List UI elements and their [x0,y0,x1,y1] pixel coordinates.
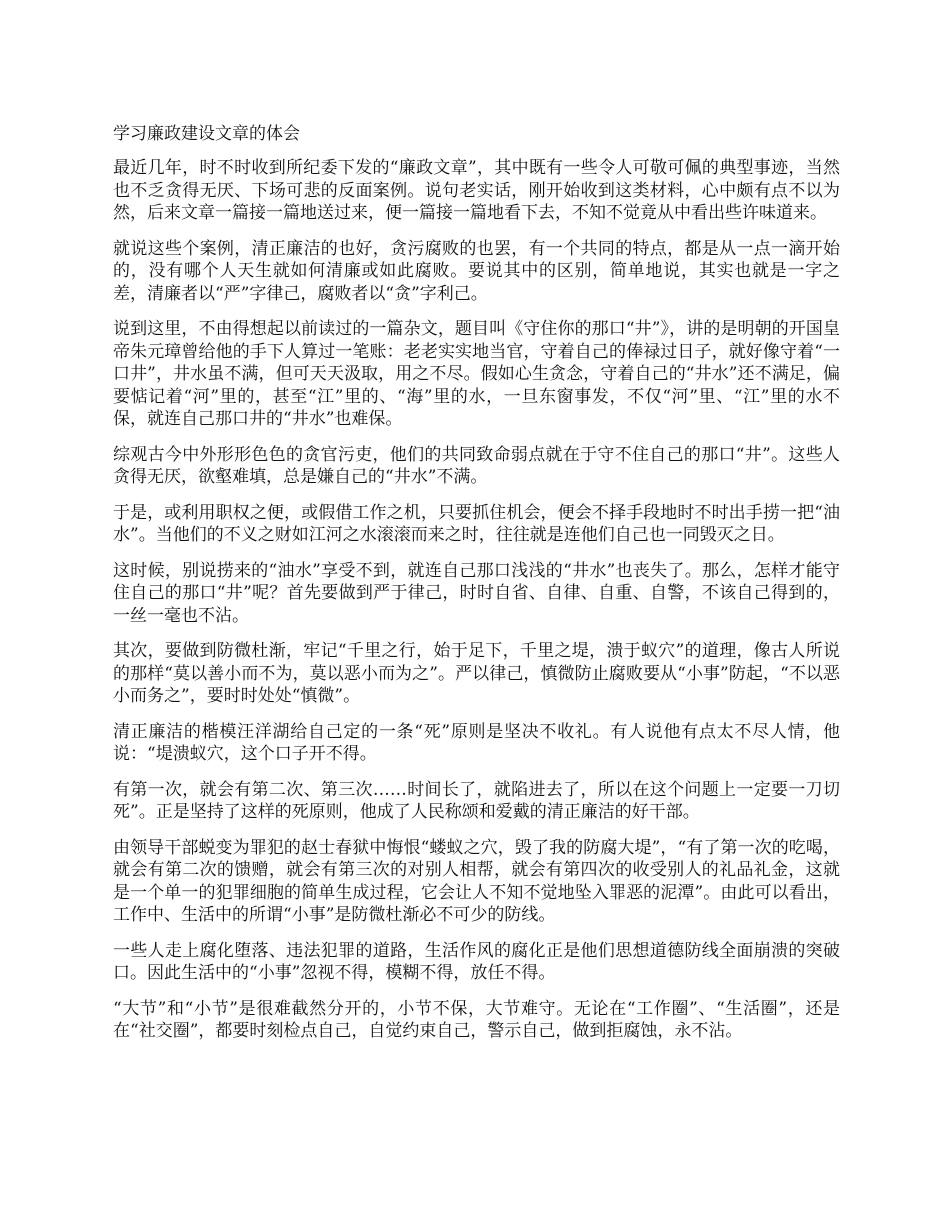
paragraph-9: 有第一次，就会有第二次、第三次……时间长了，就陷进去了，所以在这个问题上一定要一刀切死”。正是坚持了这样的死原则，他成了人民称颂和爱戴的清正廉洁的好干部。 [113,779,840,822]
paragraph-7: 其次，要做到防微杜渐，牢记“千里之行，始于足下，千里之堤，溃于蚁穴”的道理，像古人所说的那样“莫以善小而不为，莫以恶小而为之”。严以律己，慎微防止腐败要从“小事”防起，“不以恶小而务之”，要时时处处“慎微”。 [113,641,840,706]
paragraph-6: 这时候，别说捞来的“油水”享受不到，就连自己那口浅浅的“井水”也丧失了。那么，怎样才能守住自己的那口“井”呢？首先要做到严于律己，时时自省、自律、自重、自警，不该自己得到的，一丝一毫也不沾。 [113,560,840,626]
paragraph-5: 于是，或利用职权之便，或假借工作之机，只要抓住机会，便会不择手段地时不时出手捞一把“油水”。当他们的不义之财如江河之水滚滚而来之时，往往就是连他们自己也一同毁灭之日。 [113,502,840,545]
paragraph-10: 由领导干部蜕变为罪犯的赵士春狱中悔恨“蝼蚁之穴，毁了我的防腐大堤”，“有了第一次的吃喝，就会有第二次的馈赠，就会有第三次的对别人相帮，就会有第四次的收受别人的礼品礼金，这就是一个单一的犯罪细胞的简单生成过程，它会让人不知不觉地坠入罪恶的泥潭”。由此可以看出，工作中、生活中的所谓“小事”是防微杜渐必不可少的防线。 [113,837,840,925]
paragraph-8: 清正廉洁的楷模汪洋湖给自己定的一条“死”原则是坚决不收礼。有人说他有点太不尽人情，他说：“堤溃蚁穴，这个口子开不得。 [113,721,840,764]
paragraph-2: 就说这些个案例，清正廉洁的也好，贪污腐败的也罢，有一个共同的特点，都是从一点一滴开始的，没有哪个人天生就如何清廉或如此腐败。要说其中的区别，简单地说，其实也就是一字之差，清廉者以“严”字律己，腐败者以“贪”字利己。 [113,238,840,304]
document-title: 学习廉政建设文章的体会 [113,124,300,144]
paragraph-12: “大节”和“小节”是很难截然分开的，小节不保，大节难守。无论在“工作圈”、“生活圈”，还是在“社交圈”，都要时刻检点自己，自觉约束自己，警示自己，做到拒腐蚀，永不沾。 [113,998,840,1041]
paragraph-4: 综观古今中外形形色色的贪官污吏，他们的共同致命弱点就在于守不住自己的那口“井”。这些人贪得无厌，欲壑难填，总是嫌自己的“井水”不满。 [113,444,840,487]
paragraph-11: 一些人走上腐化堕落、违法犯罪的道路，生活作风的腐化正是他们思想道德防线全面崩溃的突破口。因此生活中的“小事”忽视不得，模糊不得，放任不得。 [113,940,840,983]
document-page [113,122,840,1056]
paragraph-1: 最近几年，时不时收到所纪委下发的“廉政文章”，其中既有一些令人可敬可佩的典型事迹，当然也不乏贪得无厌、下场可悲的反面案例。说句老实话，刚开始收到这类材料，心中颇有点不以为然，后来文章一篇接一篇地送过来，便一篇接一篇地看下去，不知不觉竟从中看出些许味道来。 [113,158,840,223]
paragraph-3: 说到这里，不由得想起以前读过的一篇杂文，题目叫《守住你的那口“井”》，讲的是明朝的开国皇帝朱元璋曾给他的手下人算过一笔账：老老实实地当官，守着自己的俸禄过日子，就好像守着“一口井”，井水虽不满，但可天天汲取，用之不尽。假如心生贪念，守着自己的“井水”还不满足，偏要惦记着“河”里的，甚至“江”里的、“海”里的水，一旦东窗事发，不仅“河”里、“江”里的水不保，就连自己那口井的“井水”也难保。 [113,319,840,429]
